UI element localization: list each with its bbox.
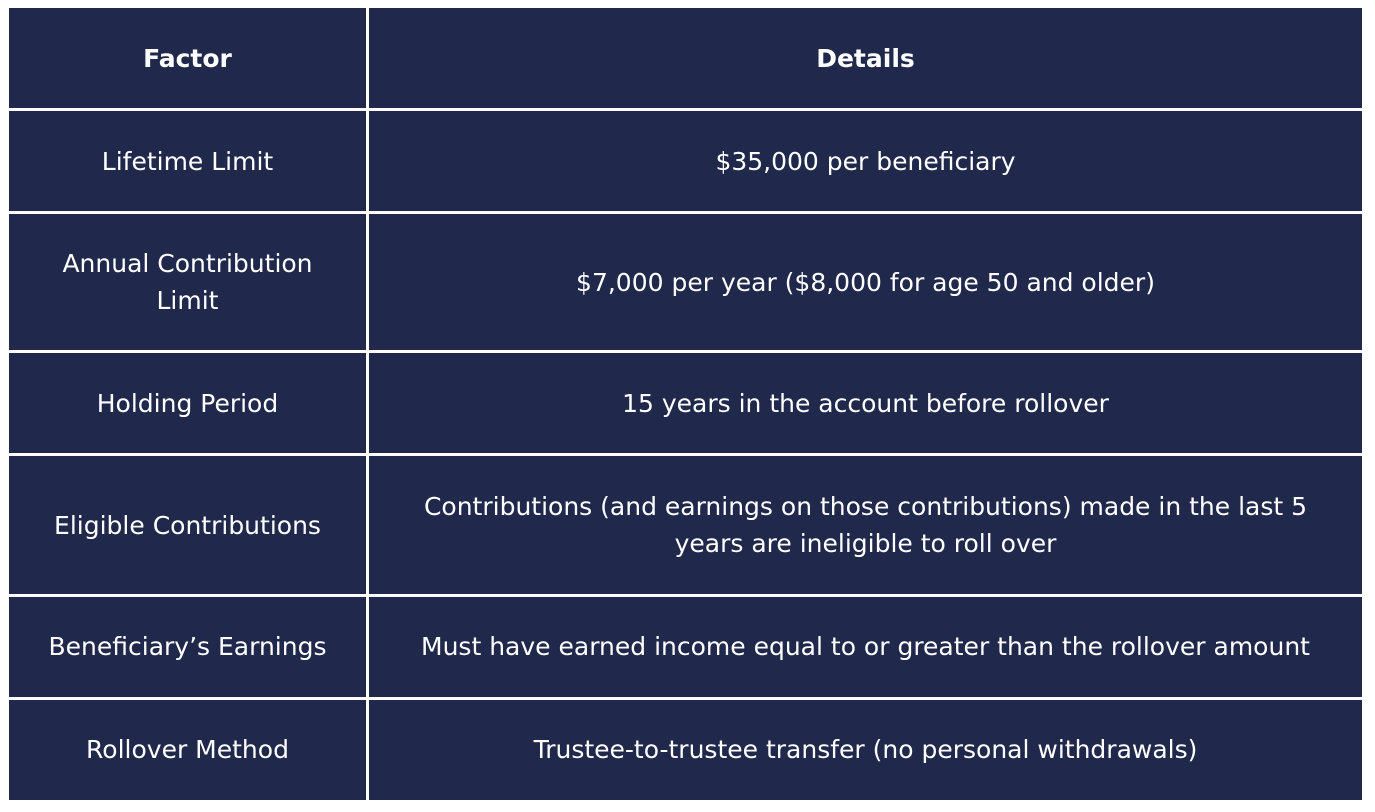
table-row	[8, 213, 1364, 352]
details-cell: Trustee-to-trustee transfer (no personal withdrawals)	[368, 698, 1364, 801]
factor-cell: Rollover Method	[8, 698, 368, 801]
details-cell: Must have earned income equal to or greater than the rollover amount	[368, 595, 1364, 698]
details-cell: 15 years in the account before rollover	[368, 352, 1364, 455]
table-row	[8, 698, 1364, 801]
details-cell: Contributions (and earnings on those contributions) made in the last 5 years are ineligible to roll over	[368, 455, 1364, 595]
factor-cell: Beneficiary’s Earnings	[8, 595, 368, 698]
table-row	[8, 110, 1364, 213]
table-header-row	[8, 7, 1364, 110]
details-cell: $35,000 per beneficiary	[368, 110, 1364, 213]
factor-cell: Eligible Contributions	[8, 455, 368, 595]
details-cell: $7,000 per year ($8,000 for age 50 and older)	[368, 213, 1364, 352]
column-header-details: Details	[368, 7, 1364, 110]
table-row	[8, 455, 1364, 595]
column-header-factor: Factor	[8, 7, 368, 110]
factor-cell: Holding Period	[8, 352, 368, 455]
rollover-factors-table	[6, 5, 1365, 803]
factor-cell: Lifetime Limit	[8, 110, 368, 213]
rollover-factors-table-container	[6, 5, 1365, 803]
table-row	[8, 352, 1364, 455]
factor-cell: Annual Contribution Limit	[8, 213, 368, 352]
table-row	[8, 595, 1364, 698]
